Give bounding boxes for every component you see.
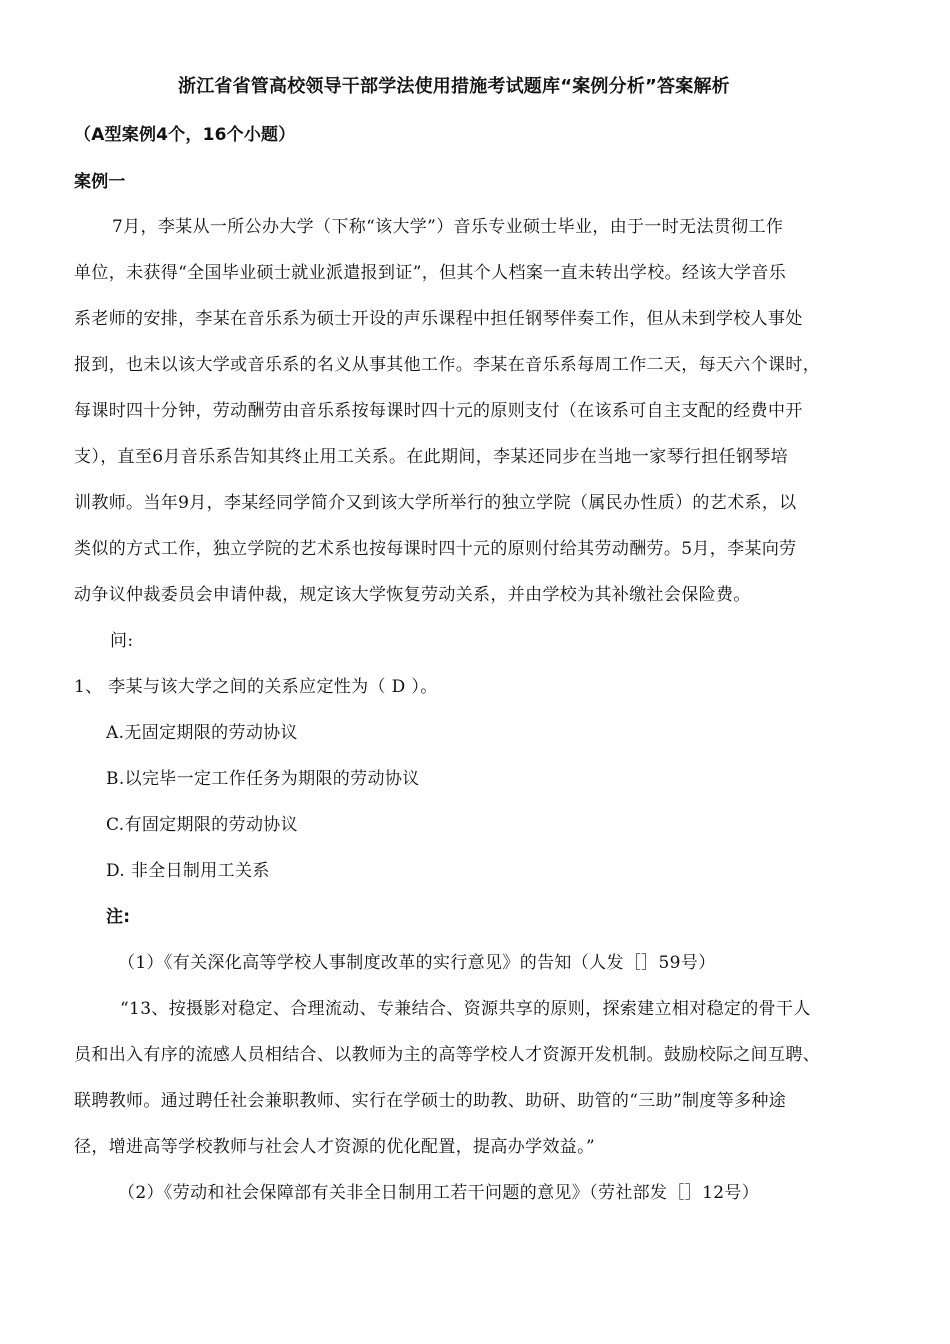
question-text: 1、 李某与该大学之间的关系应定性为（ D ）。	[74, 677, 438, 697]
option-d: D. 非全日制用工关系	[106, 861, 270, 881]
paragraph-line: 系老师的安排，李某在音乐系为硕士开设的声乐课程中担任钢琴伴奏工作，但从未到学校人事处	[74, 309, 803, 329]
paragraph-line: 单位，未获得“全国毕业硕士就业派遣报到证”，但其个人档案一直未转出学校。经该大学音乐	[74, 263, 787, 283]
note2-reference: （2）《劳动和社会保障部有关非全日制用工若干问题的意见》（劳社部发［］12号）	[118, 1183, 760, 1203]
paragraph-line: 报到，也未以该大学或音乐系的名义从事其他工作。李某在音乐系每周工作二天，每天六个课时，	[74, 355, 821, 375]
case-heading: 案例一	[74, 172, 126, 192]
option-a: A.无固定期限的劳动协议	[106, 723, 298, 743]
note-label: 注:	[106, 907, 131, 927]
paragraph-line: 类似的方式工作，独立学院的艺术系也按每课时四十元的原则付给其劳动酬劳。5月，李某向劳	[74, 539, 797, 559]
note1-quote-line: 联聘教师。通过聘任社会兼职教师、实行在学硕士的助教、助研、助管的“三助”制度等多种途	[74, 1091, 787, 1111]
paragraph-line: 每课时四十分钟，劳动酬劳由音乐系按每课时四十元的原则支付（在该系可自主支配的经费中开	[74, 401, 803, 421]
note1-reference: （1）《有关深化高等学校人事制度改革的实行意见》的告知（人发［］59号）	[118, 953, 716, 973]
option-b: B.以完毕一定工作任务为期限的劳动协议	[106, 769, 420, 789]
note1-quote-line: 径，增进高等学校教师与社会人才资源的优化配置，提高办学效益。”	[74, 1137, 596, 1157]
document-title: 浙江省省管高校领导干部学法使用措施考试题库“案例分析”答案解析	[178, 76, 730, 97]
paragraph-line: 动争议仲裁委员会申请仲裁，规定该大学恢复劳动关系，并由学校为其补缴社会保险费。	[74, 585, 751, 605]
paragraph-line: 训教师。当年9月，李某经同学简介又到该大学所举行的独立学院（属民办性质）的艺术系，以	[74, 493, 797, 513]
question-prompt: 问:	[110, 631, 134, 651]
note1-quote-line: “13、按摄影对稳定、合理流动、专兼结合、资源共享的原则，探索建立相对稳定的骨干人	[120, 999, 811, 1019]
note1-quote-line: 员和出入有序的流感人员相结合、以教师为主的高等学校人才资源开发机制。鼓励校际之间互聘、	[74, 1045, 821, 1065]
option-c: C.有固定期限的劳动协议	[106, 815, 299, 835]
paragraph-line: 支），直至6月音乐系告知其终止用工关系。在此期间，李某还同步在当地一家琴行担任钢琴培	[74, 447, 789, 467]
paragraph-line: 7月，李某从一所公办大学（下称“该大学”）音乐专业硕士毕业，由于一时无法贯彻工作	[112, 217, 784, 237]
document-subtitle: （A型案例4个，16个小题）	[74, 125, 296, 145]
